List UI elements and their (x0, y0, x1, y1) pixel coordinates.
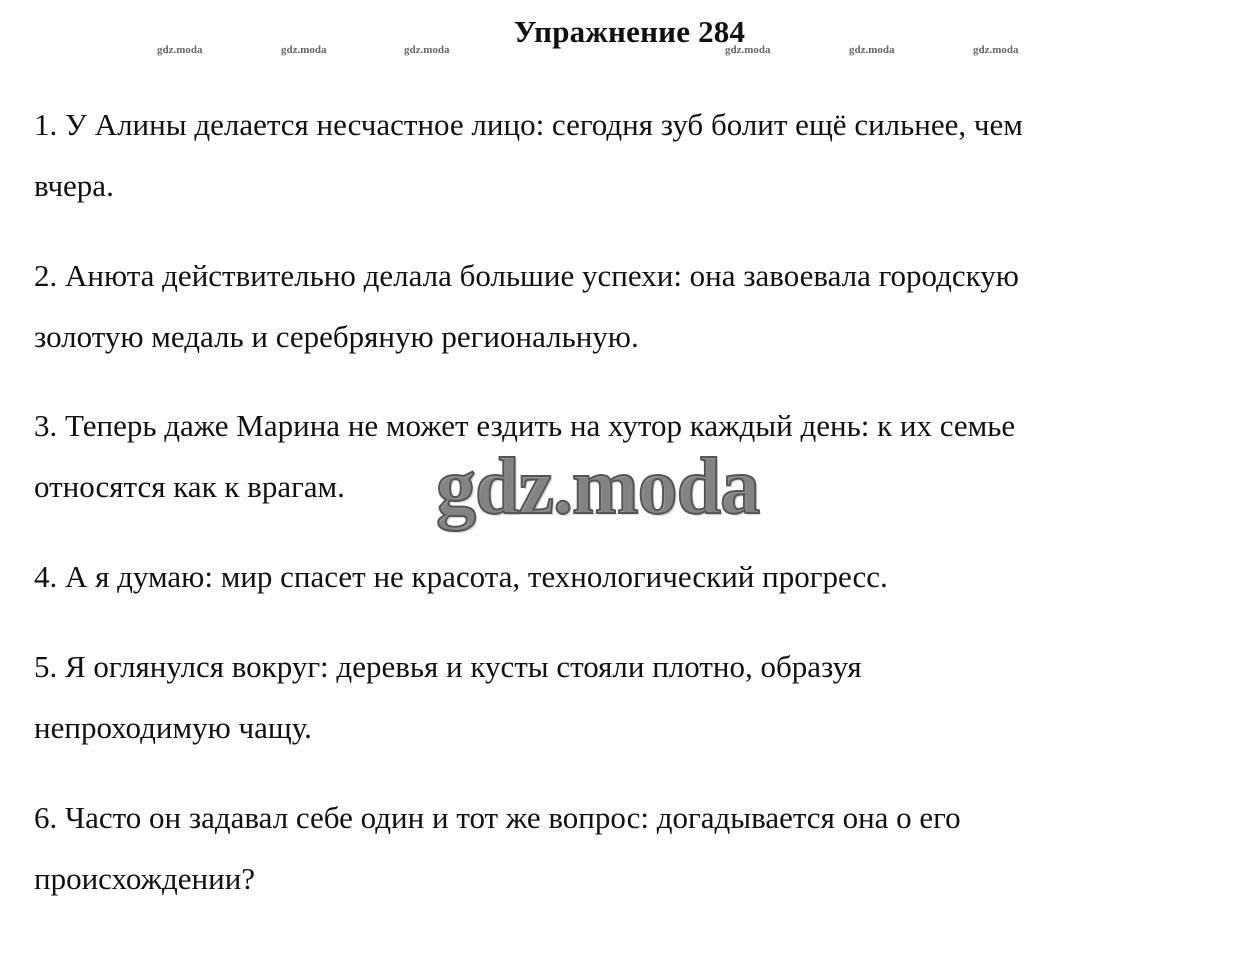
paragraph-line: 5. Я оглянулся вокруг: деревья и кусты стояли плотно, образуя (34, 649, 862, 684)
paragraph-2 (34, 245, 1224, 367)
paragraph-line: 1. У Алины делается несчастное лицо: сегодня зуб болит ещё сильнее, чем (34, 107, 1023, 142)
paragraph-line: вчера. (34, 168, 114, 203)
watermark-small: gdz.moda (973, 44, 1019, 56)
watermark-small: gdz.moda (849, 44, 895, 56)
paragraph-line: 3. Теперь даже Марина не может ездить на хутор каждый день: к их семье (34, 408, 1016, 443)
watermark-logo: gdz.moda (436, 443, 760, 531)
paragraph-line: 2. Анюта действительно делала большие успехи: она завоевала городскую (34, 258, 1019, 293)
paragraph-line: 6. Часто он задавал себе один и тот же вопрос: догадывается она о его (34, 800, 961, 835)
paragraph-line: 4. А я думаю: мир спасет не красота, технологический прогресс. (34, 559, 888, 594)
paragraph-line: относятся как к врагам. (34, 469, 345, 504)
paragraph-line: непроходимую чащу. (34, 710, 312, 745)
page-title: Упражнение 284 (513, 14, 746, 49)
paragraph-4 (34, 546, 1224, 607)
paragraph-1 (34, 94, 1224, 216)
paragraph-6 (34, 787, 1224, 909)
watermark-small: gdz.moda (281, 44, 327, 56)
watermark-small: gdz.moda (404, 44, 450, 56)
watermark-small: gdz.moda (725, 44, 771, 56)
paragraph-line: золотую медаль и серебряную региональную. (34, 319, 639, 354)
paragraph-5 (34, 636, 1224, 758)
watermark-small: gdz.moda (157, 44, 203, 56)
paragraph-line: происхождении? (34, 861, 256, 896)
